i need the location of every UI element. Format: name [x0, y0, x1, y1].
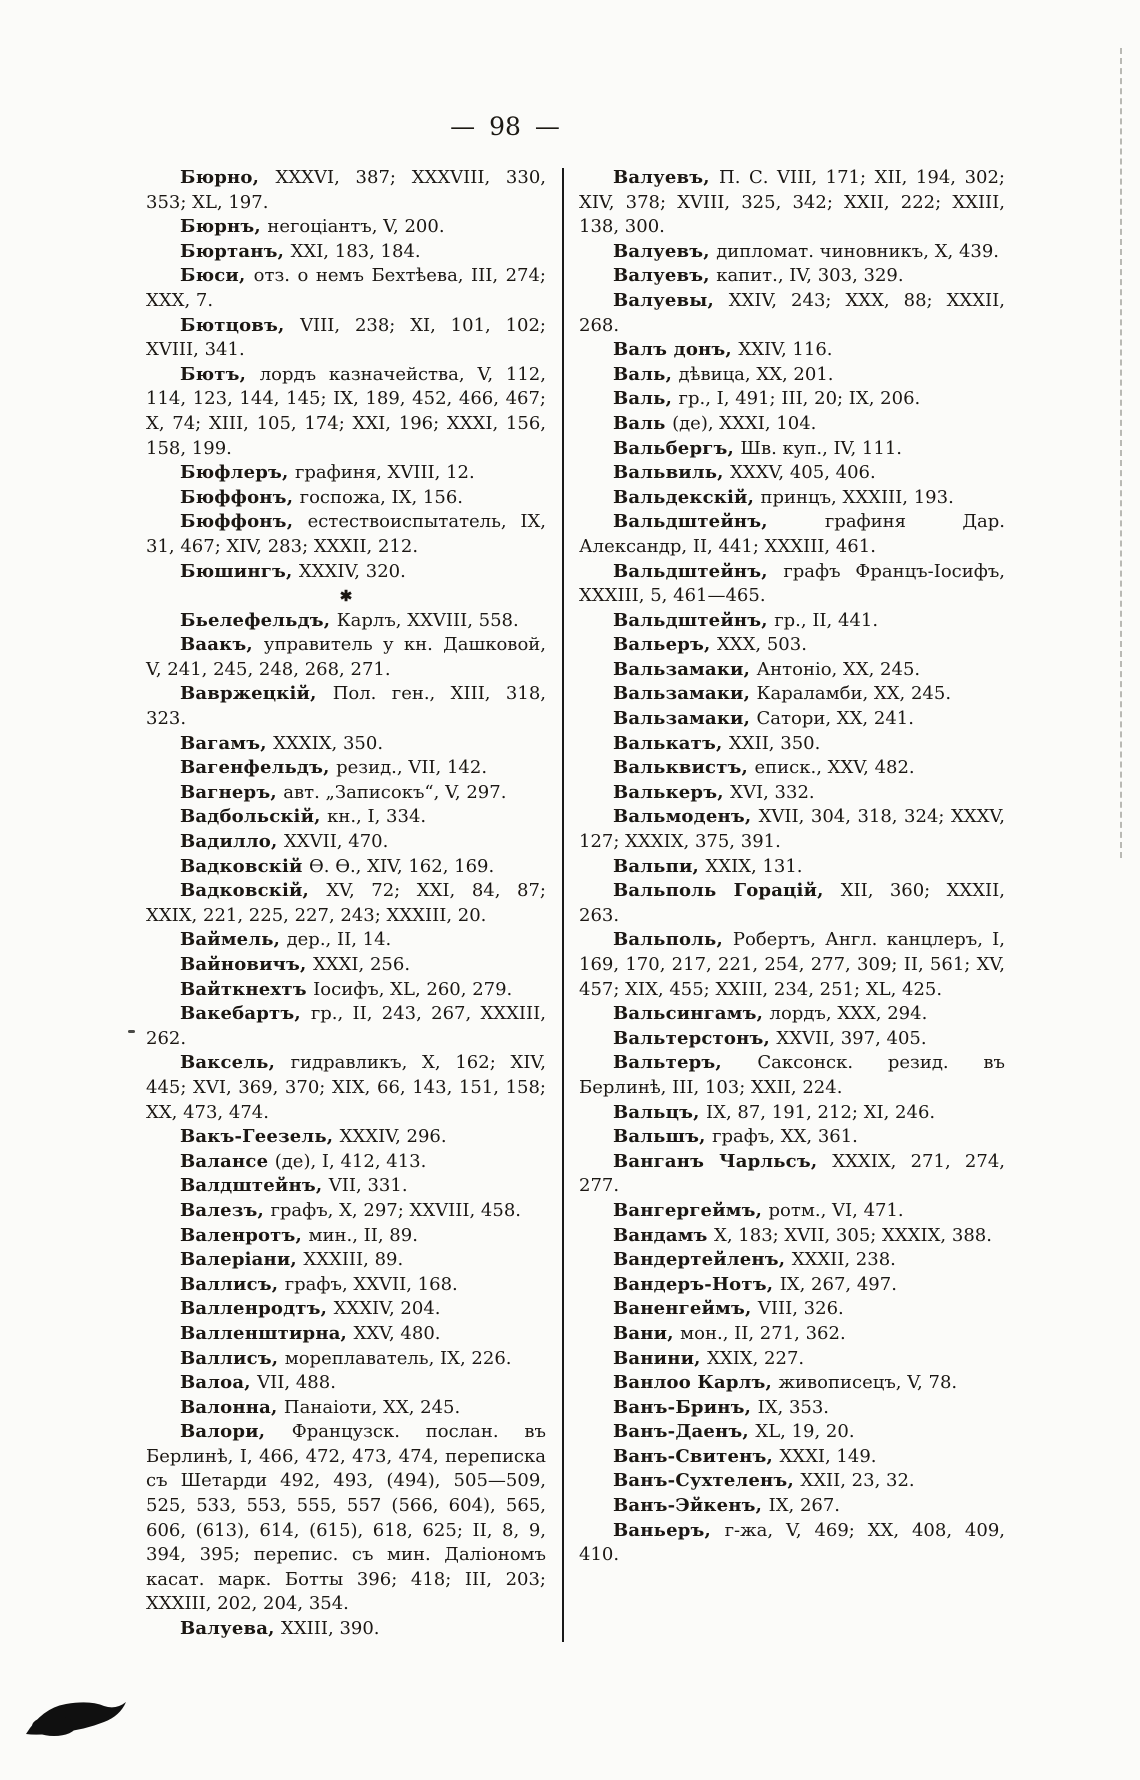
- index-entry: [146, 363, 546, 461]
- entry-references: XXIX, 131.: [705, 855, 803, 877]
- entry-references: XXXV, 405, 406.: [730, 462, 876, 484]
- index-entry: [579, 707, 1005, 732]
- entry-references: XXI, 183, 184.: [290, 240, 421, 262]
- entry-references: XXXIX, 271, 274, 277.: [579, 1150, 1005, 1197]
- entry-name: Валуевъ,: [613, 265, 717, 287]
- header-dash-left: —: [450, 112, 476, 141]
- entry-name: Валдштейнъ,: [180, 1175, 329, 1197]
- page-number: 98: [489, 112, 521, 141]
- index-columns: [146, 166, 1005, 1642]
- entry-name: Валъ донъ,: [613, 339, 739, 361]
- index-entry: [146, 1273, 546, 1298]
- entry-references: кн., I, 334.: [327, 806, 427, 828]
- entry-references: IX, 267, 497.: [779, 1273, 897, 1295]
- index-entry: [579, 486, 1005, 511]
- index-entry: [146, 1297, 546, 1322]
- entry-references: мон., II, 271, 362.: [680, 1322, 846, 1344]
- index-entry: [579, 732, 1005, 757]
- index-entry: [146, 1224, 546, 1249]
- entry-references: VIII, 326.: [757, 1298, 844, 1320]
- entry-name: Бюшингъ,: [180, 560, 299, 582]
- index-entry: [579, 1347, 1005, 1372]
- entry-name: Вальбергъ,: [613, 437, 741, 459]
- entry-references: XXX, 503.: [716, 634, 807, 656]
- entry-name: Ваньеръ,: [613, 1519, 725, 1541]
- entry-references: ротм., VI, 471.: [768, 1199, 904, 1221]
- index-column-right: [579, 166, 1005, 1642]
- entry-name: Вальдштейнъ,: [613, 609, 775, 631]
- index-entry: [579, 658, 1005, 683]
- entry-references: принцъ, XXXIII, 193.: [760, 486, 954, 508]
- entry-references: (де), XXXI, 104.: [672, 412, 817, 434]
- entry-references: VII, 488.: [257, 1372, 336, 1394]
- index-entry: [579, 289, 1005, 338]
- ink-blot-shape: [24, 1690, 128, 1748]
- entry-name: Вадковскій,: [180, 880, 327, 902]
- entry-name: Вандертейленъ,: [613, 1249, 792, 1271]
- entry-references: XXII, 23, 32.: [800, 1470, 915, 1492]
- entry-references: П. С. VIII, 171; XII, 194, 302; XIV, 378; XVIII, 325, 342; XXII, 222; XXIII, 138, 300.: [579, 167, 1005, 238]
- index-entry: [579, 633, 1005, 658]
- entry-name: Вани,: [613, 1322, 681, 1344]
- entry-references: управитель у кн. Дашковой, V, 241, 245, 248, 268, 271.: [146, 634, 546, 680]
- entry-name: Валь,: [613, 363, 679, 385]
- index-entry: [146, 978, 546, 1003]
- index-entry: [146, 1617, 546, 1642]
- index-entry: [579, 240, 1005, 265]
- entry-name: Валезъ,: [180, 1199, 271, 1221]
- entry-name: Валеріани,: [180, 1249, 304, 1271]
- entry-references: негоціантъ, V, 200.: [267, 216, 445, 238]
- entry-name: Бюффонъ,: [180, 511, 308, 533]
- ink-blot-artifact: [24, 1690, 128, 1748]
- entry-references: живописецъ, V, 78.: [778, 1372, 958, 1394]
- entry-name: Ванъ-Бринъ,: [613, 1396, 758, 1418]
- index-entry: [146, 560, 546, 585]
- index-entry: [579, 1224, 1005, 1249]
- entry-name: Ванъ-Эйкенъ,: [613, 1495, 769, 1517]
- entry-references: XXXIV, 320.: [298, 560, 406, 582]
- entry-name: Вагенфельдъ,: [180, 757, 337, 779]
- entry-name: Ваакъ,: [180, 634, 264, 656]
- index-entry: [579, 1248, 1005, 1273]
- entry-references: Шв. куп., IV, 111.: [740, 437, 903, 459]
- entry-references: XXXIX, 350.: [273, 732, 384, 754]
- index-entry: [579, 1002, 1005, 1027]
- entry-references: XXXII, 238.: [791, 1249, 896, 1271]
- index-entry: [579, 1445, 1005, 1470]
- entry-references: Пол. ген., XIII, 318, 323.: [146, 683, 546, 730]
- index-entry: [146, 264, 546, 313]
- entry-references: XII, 360; XXXII, 263.: [579, 880, 1005, 926]
- index-entry: [146, 166, 546, 215]
- entry-references: XV, 72; XXI, 84, 87; XXIX, 221, 225, 227, 243; XXXIII, 20.: [146, 880, 546, 926]
- entry-references: графиня Дар. Александр, II, 441; XXXIII, 461.: [579, 511, 1005, 557]
- entry-references: лордъ, XXX, 294.: [769, 1003, 928, 1025]
- entry-name: Вандеръ-Нотъ,: [613, 1273, 780, 1295]
- index-entry: [579, 1297, 1005, 1322]
- index-entry: [579, 1519, 1005, 1568]
- entry-references: Робертъ, Англ. канцлеръ, I, 169, 170, 217, 221, 254, 277, 309; II, 561; XV, 457; XIX, 455; XXIII, 234, 251; XL, 425.: [579, 929, 1005, 1000]
- index-entry: [146, 240, 546, 265]
- index-entry: [579, 1150, 1005, 1199]
- index-entry: [579, 437, 1005, 462]
- index-entry: [146, 1371, 546, 1396]
- index-entry: [579, 510, 1005, 559]
- entry-name: Валуевы,: [613, 289, 729, 311]
- index-entry: [146, 682, 546, 731]
- entry-references: графъ, XX, 361.: [712, 1126, 858, 1148]
- entry-name: Валькатъ,: [613, 732, 729, 754]
- index-entry: [146, 1347, 546, 1372]
- entry-name: Бюфлеръ,: [180, 462, 295, 484]
- index-entry: [579, 363, 1005, 388]
- index-entry: [579, 805, 1005, 854]
- entry-name: Вакъ-Геезель,: [180, 1126, 340, 1148]
- entry-name: Вандамъ: [613, 1224, 715, 1246]
- entry-references: Антоніо, XX, 245.: [756, 658, 921, 680]
- index-entry: [146, 510, 546, 559]
- page-header: [0, 112, 1010, 141]
- entry-name: Вагамъ,: [180, 732, 274, 754]
- entry-name: Вальцъ,: [613, 1101, 707, 1123]
- entry-references: XXIII, 390.: [281, 1618, 380, 1640]
- index-entry: [146, 609, 546, 634]
- entry-name: Вадковскій: [180, 855, 309, 877]
- entry-references: графъ, X, 297; XXVIII, 458.: [270, 1199, 522, 1221]
- entry-references: VII, 331.: [328, 1175, 408, 1197]
- index-entry: [579, 1469, 1005, 1494]
- entry-name: Вальдштейнъ,: [613, 560, 784, 582]
- index-entry: [146, 1322, 546, 1347]
- entry-name: Вайновичъ,: [180, 954, 313, 975]
- index-entry: [146, 855, 546, 880]
- entry-references: дер., II, 14.: [286, 929, 392, 951]
- index-entry: [579, 387, 1005, 412]
- entry-references: естествоиспытатель, IX, 31, 467; XIV, 283; XXXII, 212.: [146, 511, 546, 557]
- entry-name: Валь,: [613, 388, 679, 410]
- entry-name: Вальвиль,: [613, 462, 731, 484]
- entry-name: Бюффонъ,: [180, 486, 300, 508]
- entry-name: Вальтеръ,: [613, 1052, 758, 1074]
- entry-references: X, 183; XVII, 305; XXXIX, 388.: [714, 1224, 992, 1246]
- index-entry: [579, 338, 1005, 363]
- index-column-left: [146, 166, 546, 1642]
- index-entry: [579, 781, 1005, 806]
- index-entry: [146, 1174, 546, 1199]
- entry-references: мореплаватель, IX, 226.: [284, 1347, 512, 1369]
- entry-name: Ванъ-Даенъ,: [613, 1421, 756, 1443]
- entry-name: Валуевъ,: [613, 240, 717, 262]
- entry-name: Вангергеймъ,: [613, 1199, 769, 1221]
- entry-name: Бюрно,: [180, 167, 276, 188]
- entry-references: Французск. послан. въ Берлинѣ, I, 466, 472, 473, 474, переписка съ Шетарди 492, 493, (494), 505—509, 525, 533, 553, 555, 557 (566, 604), 565, 606, (613), 614, (615), 618, 625; II, 8, 9, 394, 395; перепис. съ мин. Даліономъ касат. марк. Ботты 396; 418; III, 203; XXXIII, 202, 204, 354.: [146, 1421, 546, 1615]
- entry-references: отз. о немъ Бехтѣева, III, 274; XXX, 7.: [146, 265, 546, 311]
- entry-name: Вальквистъ,: [613, 757, 755, 779]
- entry-references: гидравликъ, X, 162; XIV, 445; XVI, 369, 370; XIX, 66, 143, 151, 158; XX, 473, 474.: [146, 1052, 547, 1123]
- section-separator-star: ✱: [339, 587, 353, 606]
- index-entry: [579, 1199, 1005, 1224]
- index-entry: [579, 1027, 1005, 1052]
- entry-name: Вальмоденъ,: [613, 806, 759, 828]
- entry-references: Іосифъ, XL, 260, 279.: [313, 978, 513, 1000]
- entry-name: Вагнеръ,: [180, 781, 284, 803]
- index-entry: [146, 486, 546, 511]
- entry-name: Вальдекскій,: [613, 486, 761, 508]
- entry-references: графиня, XVIII, 12.: [294, 462, 475, 484]
- entry-references: XXVII, 397, 405.: [776, 1027, 927, 1049]
- index-entry: [579, 1051, 1005, 1100]
- entry-references: XXIV, 116.: [738, 339, 833, 361]
- index-entry: [146, 805, 546, 830]
- entry-references: XXXIV, 296.: [339, 1126, 447, 1148]
- index-entry: [579, 1494, 1005, 1519]
- entry-references: гр., II, 243, 267, XXXIII, 262.: [146, 1003, 546, 1049]
- entry-references: XXXI, 256.: [312, 954, 411, 975]
- index-entry: [579, 461, 1005, 486]
- entry-name: Бюси,: [180, 265, 254, 287]
- entry-name: Валуевъ,: [613, 167, 720, 188]
- entry-references: Сатори, XX, 241.: [756, 708, 914, 730]
- entry-references: Караламби, XX, 245.: [756, 683, 952, 705]
- index-entry: [146, 1002, 546, 1051]
- entry-name: Вальзамаки,: [613, 683, 757, 705]
- entry-name: Валькеръ,: [613, 781, 731, 803]
- entry-name: Валленштирна,: [180, 1322, 354, 1344]
- index-entry: [146, 1396, 546, 1421]
- entry-references: Панаіоти, XX, 245.: [283, 1396, 461, 1418]
- entry-name: Валонна,: [180, 1396, 284, 1418]
- entry-references: авт. „Записокъ“, V, 297.: [283, 781, 507, 803]
- entry-references: гр., II, 441.: [774, 609, 879, 631]
- index-entry: [146, 732, 546, 757]
- entry-name: Вальзамаки,: [613, 658, 757, 680]
- index-entry: [579, 264, 1005, 289]
- entry-references: лордъ казначейства, V, 112, 114, 123, 144, 145; IX, 189, 452, 466, 467; X, 74; XIII, 105, 174; XXI, 196; XXXI, 156, 158, 199.: [146, 363, 546, 459]
- index-entry: [146, 1248, 546, 1273]
- entry-references: XXIV, 243; XXX, 88; XXXII, 268.: [579, 289, 1005, 336]
- entry-references: графъ Францъ-Іосифъ, XXXIII, 5, 461—465.: [579, 560, 1005, 607]
- index-entry: [579, 412, 1005, 437]
- index-entry: [146, 1150, 546, 1175]
- entry-name: Вальпи,: [613, 855, 706, 877]
- index-entry: [579, 682, 1005, 707]
- entry-references: XL, 19, 20.: [755, 1421, 855, 1443]
- index-entry: [146, 756, 546, 781]
- entry-name: Валлисъ,: [180, 1273, 285, 1295]
- column-divider-rule: [562, 168, 564, 1642]
- entry-references: гр., I, 491; III, 20; IX, 206.: [678, 388, 921, 410]
- entry-name: Ванини,: [613, 1347, 708, 1369]
- entry-references: XXII, 350.: [728, 732, 821, 754]
- entry-references: XXIX, 227.: [707, 1347, 805, 1369]
- entry-name: Ванлоо Карлъ,: [613, 1372, 779, 1394]
- index-entry: [579, 1322, 1005, 1347]
- entry-references: Карлъ, XXVIII, 558.: [336, 609, 519, 631]
- entry-references: XXXI, 149.: [779, 1445, 877, 1467]
- header-dash-right: —: [534, 112, 560, 141]
- index-entry: [146, 781, 546, 806]
- entry-name: Вадилло,: [180, 831, 284, 853]
- entry-references: капит., IV, 303, 329.: [716, 265, 904, 287]
- entry-references: госпожа, IX, 156.: [299, 486, 464, 508]
- entry-name: Вавржецкій,: [180, 683, 333, 705]
- entry-references: г-жа, V, 469; XX, 408, 409, 410.: [579, 1519, 1005, 1566]
- index-entry: [146, 215, 546, 240]
- entry-name: Бюртанъ,: [180, 240, 291, 262]
- entry-name: Вальзамаки,: [613, 708, 757, 730]
- index-entry: [579, 1125, 1005, 1150]
- entry-name: Ваймель,: [180, 929, 287, 951]
- index-entry: [579, 1371, 1005, 1396]
- index-entry: [579, 166, 1005, 240]
- entry-name: Ваксель,: [180, 1052, 291, 1074]
- entry-name: Валенротъ,: [180, 1224, 309, 1246]
- entry-name: Ванъ-Сухтеленъ,: [613, 1470, 801, 1492]
- entry-references: XXV, 480.: [353, 1322, 441, 1344]
- entry-references: IX, 267.: [768, 1495, 841, 1517]
- index-entry: [146, 830, 546, 855]
- index-entry: [579, 928, 1005, 1002]
- entry-references: дипломат. чиновникъ, X, 439.: [716, 240, 1000, 262]
- index-entry: [579, 1101, 1005, 1126]
- index-entry: [579, 1273, 1005, 1298]
- entry-name: Вальполь,: [613, 929, 733, 951]
- entry-references: Ѳ. Ѳ., XIV, 162, 169.: [309, 855, 495, 877]
- entry-name: Ваненгеймъ,: [613, 1298, 758, 1320]
- index-entry: [579, 609, 1005, 634]
- entry-name: Валлисъ,: [180, 1347, 285, 1369]
- entry-references: мин., II, 89.: [308, 1224, 418, 1246]
- entry-references: IX, 353.: [757, 1396, 830, 1418]
- entry-name: Вальдштейнъ,: [613, 511, 825, 533]
- index-entry: [579, 855, 1005, 880]
- entry-references: XXXIV, 204.: [333, 1298, 441, 1320]
- index-entry: [146, 953, 546, 978]
- index-entry: [146, 461, 546, 486]
- index-entry: [579, 1420, 1005, 1445]
- entry-references: XVII, 304, 318, 324; XXXV, 127; XXXIX, 375, 391.: [579, 806, 1005, 853]
- entry-name: Бютъ,: [180, 363, 260, 385]
- entry-references: графъ, XXVII, 168.: [284, 1273, 458, 1295]
- entry-references: IX, 87, 191, 212; XI, 246.: [706, 1101, 936, 1123]
- entry-name: Вайткнехтъ: [180, 978, 314, 1000]
- margin-speck-artifact: [128, 1030, 135, 1033]
- entry-name: Вальтерстонъ,: [613, 1027, 777, 1049]
- entry-name: Бюрнъ,: [180, 216, 268, 238]
- entry-name: Бьелефельдъ,: [180, 609, 337, 631]
- index-entry: [146, 1125, 546, 1150]
- entry-name: Вальсингамъ,: [613, 1003, 770, 1025]
- scan-edge-dashed-line: [1120, 48, 1122, 858]
- entry-references: Саксонск. резид. въ Берлинѣ, III, 103; XXII, 224.: [579, 1052, 1005, 1098]
- index-entry: [146, 633, 546, 682]
- entry-name: Валь: [613, 412, 673, 434]
- index-entry: [146, 1051, 546, 1125]
- index-entry: [146, 314, 546, 363]
- entry-references: еписк., XXV, 482.: [754, 757, 915, 779]
- entry-references: XXXVI, 387; XXXVIII, 330, 353; XL, 197.: [146, 167, 546, 213]
- entry-references: VIII, 238; XI, 101, 102; XVIII, 341.: [146, 314, 546, 361]
- index-entry: [579, 560, 1005, 609]
- entry-name: Валансе: [180, 1150, 275, 1172]
- entry-references: (де), I, 412, 413.: [274, 1150, 427, 1172]
- index-entry: [146, 1420, 546, 1617]
- entry-references: XVI, 332.: [730, 781, 815, 803]
- entry-name: Ванганъ Чарльсъ,: [613, 1150, 833, 1172]
- index-entry: [579, 879, 1005, 928]
- entry-name: Бютцовъ,: [180, 314, 301, 336]
- entry-references: XXVII, 470.: [283, 831, 389, 853]
- entry-name: Вакебартъ,: [180, 1003, 311, 1025]
- entry-name: Валленродтъ,: [180, 1298, 334, 1320]
- entry-name: Вадбольскій,: [180, 806, 328, 828]
- entry-references: резид., VII, 142.: [336, 757, 488, 779]
- index-entry: [579, 1396, 1005, 1421]
- entry-name: Ванъ-Свитенъ,: [613, 1445, 780, 1467]
- index-entry: [146, 1199, 546, 1224]
- index-entry: [146, 928, 546, 953]
- entry-name: Вальполь Горацій,: [613, 880, 841, 902]
- index-entry: [146, 879, 546, 928]
- entry-references: дѣвица, XX, 201.: [678, 363, 834, 385]
- entry-name: Валуева,: [180, 1618, 282, 1640]
- entry-name: Валори,: [180, 1421, 292, 1443]
- index-entry: [579, 756, 1005, 781]
- entry-name: Валоа,: [180, 1372, 258, 1394]
- entry-name: Вальеръ,: [613, 634, 717, 656]
- entry-name: Вальшъ,: [613, 1126, 713, 1148]
- entry-references: XXXIII, 89.: [303, 1249, 404, 1271]
